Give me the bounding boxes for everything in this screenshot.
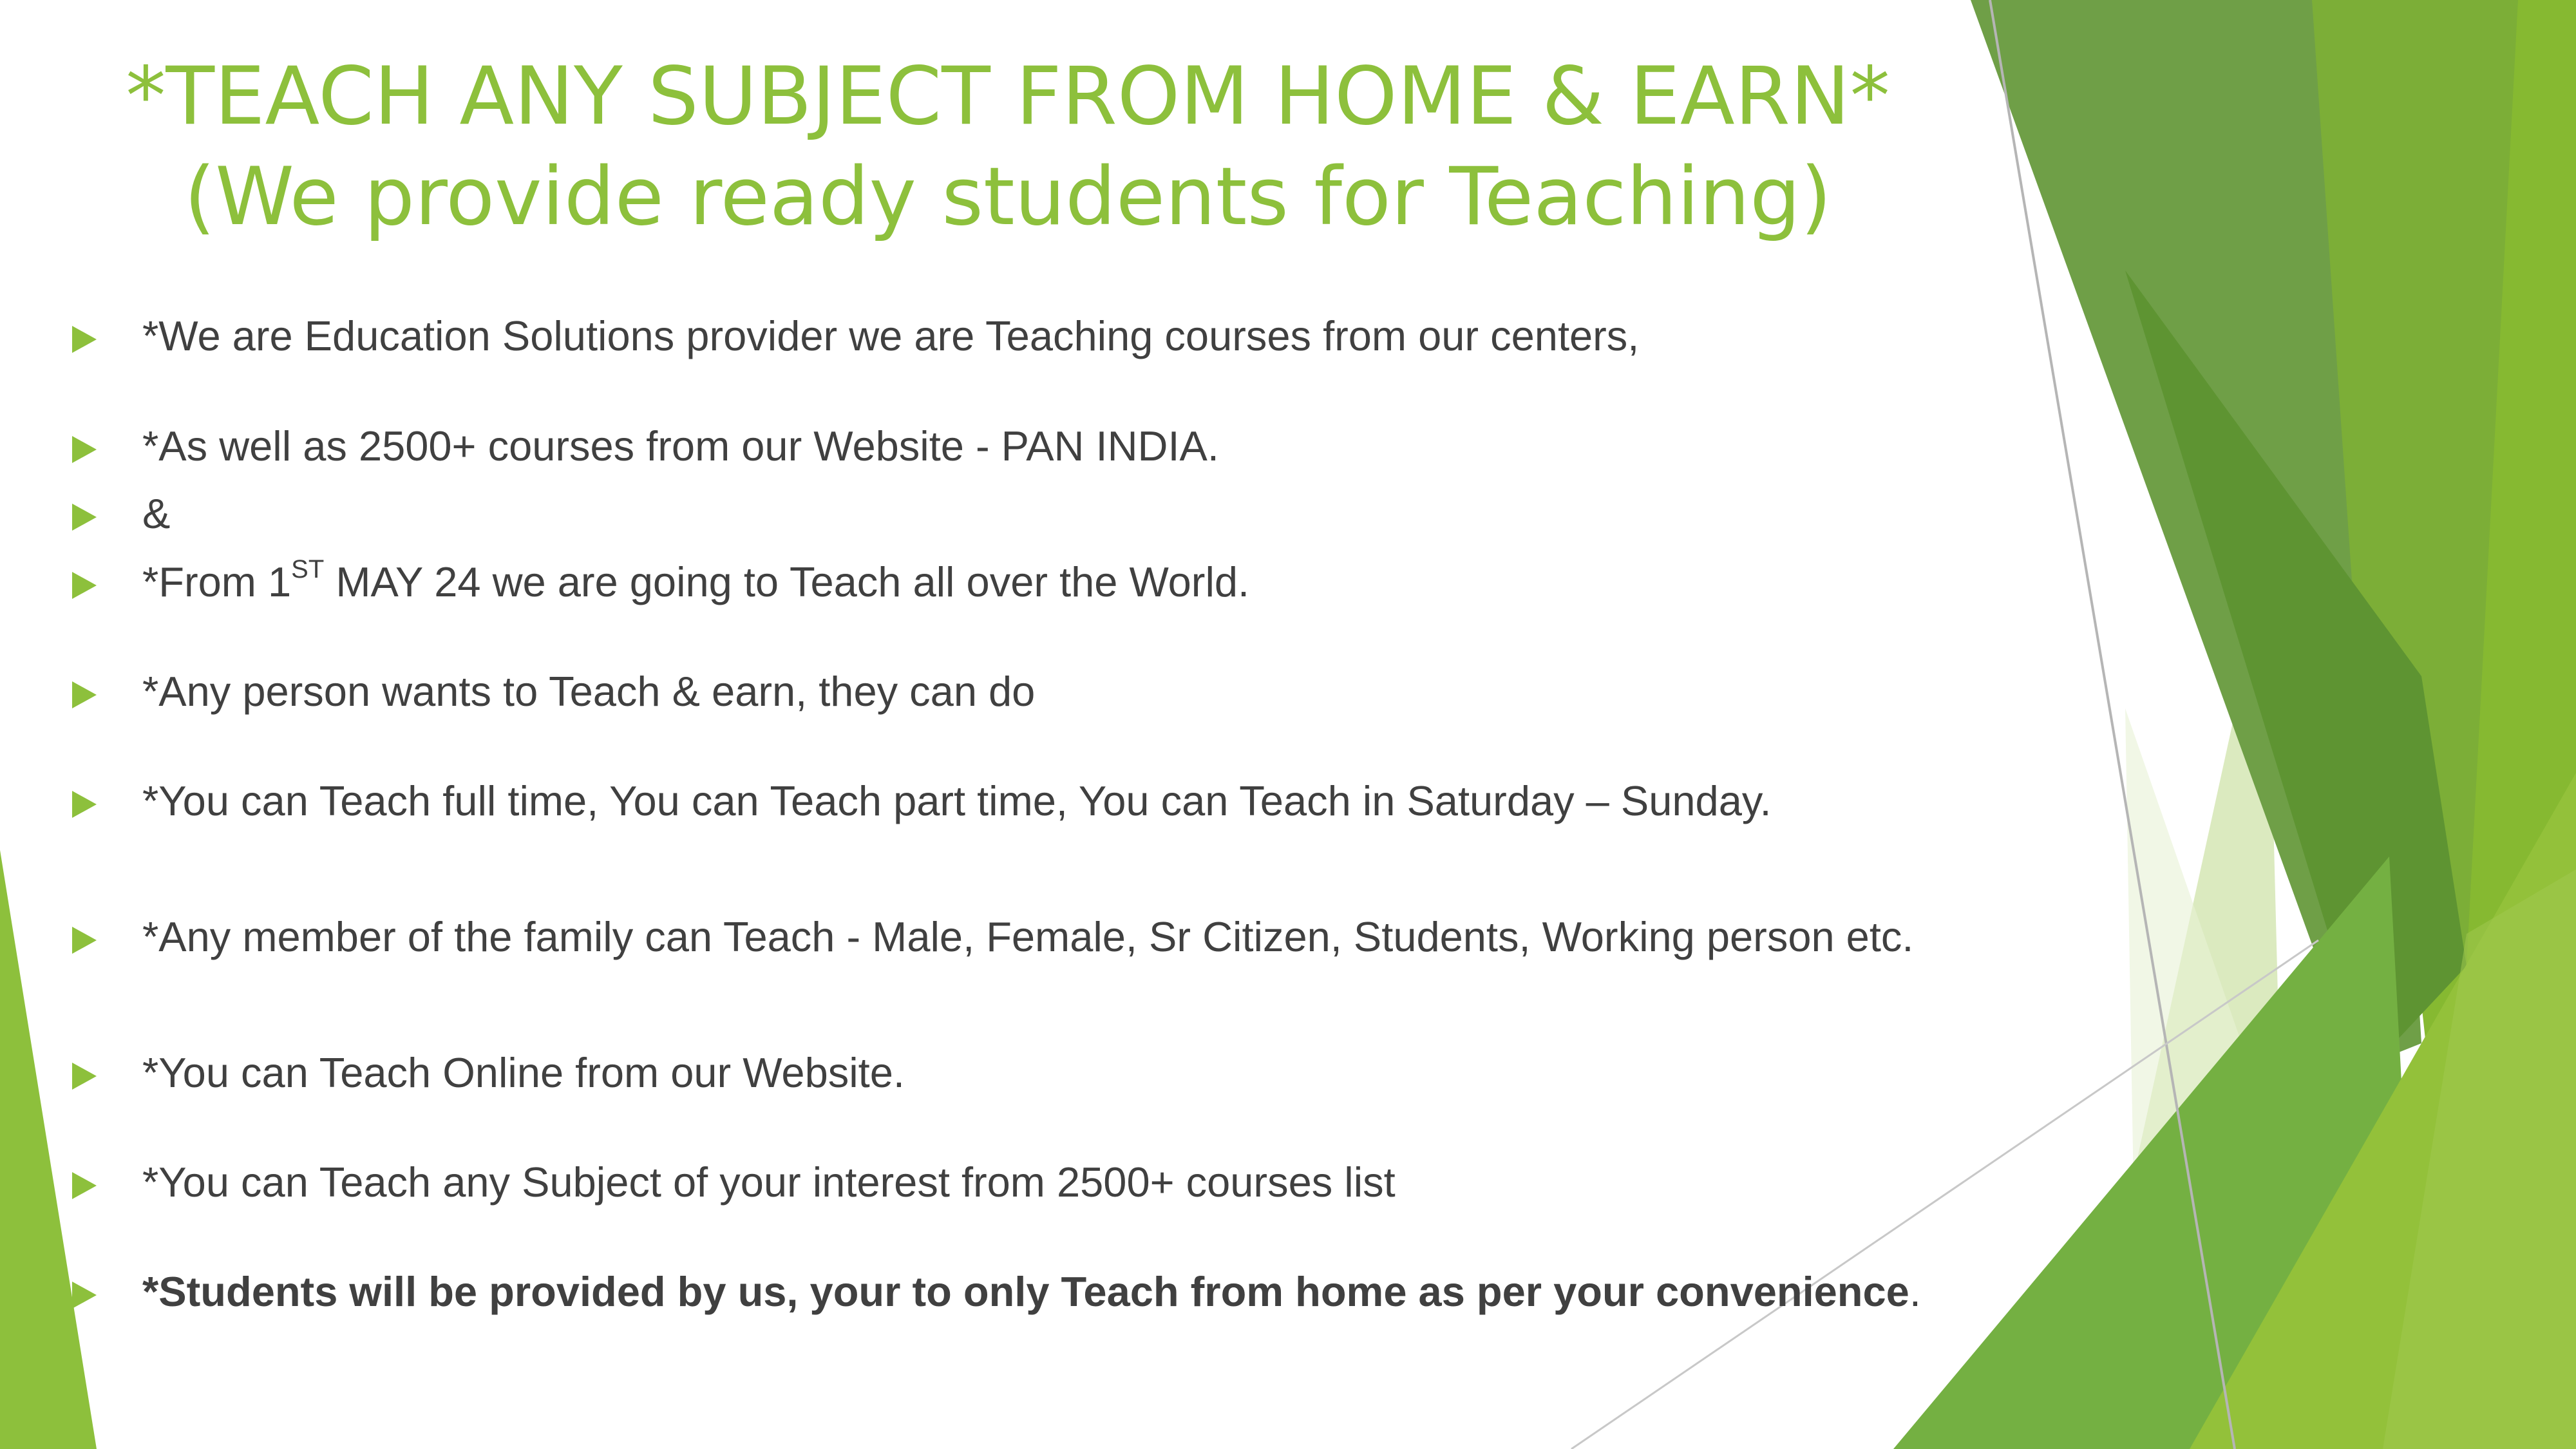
- bullet-item: [0, 1047, 2061, 1099]
- bullet-item: [0, 488, 2061, 540]
- bullet-text: *We are Education Solutions provider we are Teaching courses from our centers,: [142, 312, 1640, 359]
- bullet-text-bold: *Students will be provided by us, your to only Teach from home as per your convenience: [142, 1268, 1909, 1315]
- bullet-text: *Any person wants to Teach & earn, they can do: [142, 668, 1036, 715]
- bullet-item: [0, 775, 2061, 827]
- bullet-text: *Any member of the family can Teach - Male, Female, Sr Citizen, Students, Working person etc.: [142, 913, 1914, 960]
- bullet-text: [142, 556, 1249, 608]
- triangle-bullet-icon: [72, 927, 97, 954]
- bullet-item: [0, 1266, 2061, 1318]
- triangle-bullet-icon: [72, 1282, 97, 1309]
- bullet-text: *You can Teach Online from our Website.: [142, 1049, 905, 1096]
- bullet-item: [0, 666, 2061, 717]
- bullet-text: [142, 1266, 1921, 1318]
- bullet-text-tail: .: [1909, 1268, 1921, 1315]
- triangle-bullet-icon: [72, 1063, 97, 1090]
- bullet-text-pre: *From 1: [142, 558, 292, 605]
- bullet-text: *As well as 2500+ courses from our Website - PAN INDIA.: [142, 422, 1219, 469]
- triangle-bullet-icon: [72, 436, 97, 463]
- triangle-bullet-icon: [72, 572, 97, 599]
- bullet-text: &: [142, 490, 171, 537]
- bullet-item: [0, 911, 2061, 963]
- bullet-item: [0, 1157, 2061, 1208]
- bullet-text: *You can Teach full time, You can Teach part time, You can Teach in Saturday – Sunday.: [142, 777, 1772, 824]
- superscript-ordinal: ST: [291, 555, 325, 584]
- triangle-bullet-icon: [72, 1172, 97, 1199]
- bullet-text-post: MAY 24 we are going to Teach all over the World.: [324, 558, 1250, 605]
- triangle-bullet-icon: [72, 326, 97, 353]
- bullet-item: [0, 421, 2061, 472]
- title-line-2: (We provide ready students for Teaching): [184, 151, 1832, 243]
- triangle-bullet-icon: [72, 504, 97, 531]
- bullet-item: [0, 556, 2061, 608]
- triangle-bullet-icon: [72, 681, 97, 708]
- bullet-item: [0, 310, 2061, 362]
- bullet-text: *You can Teach any Subject of your interest from 2500+ courses list: [142, 1159, 1396, 1206]
- triangle-bullet-icon: [72, 791, 97, 818]
- title-line-1: *TEACH ANY SUBJECT FROM HOME & EARN*: [126, 50, 1890, 143]
